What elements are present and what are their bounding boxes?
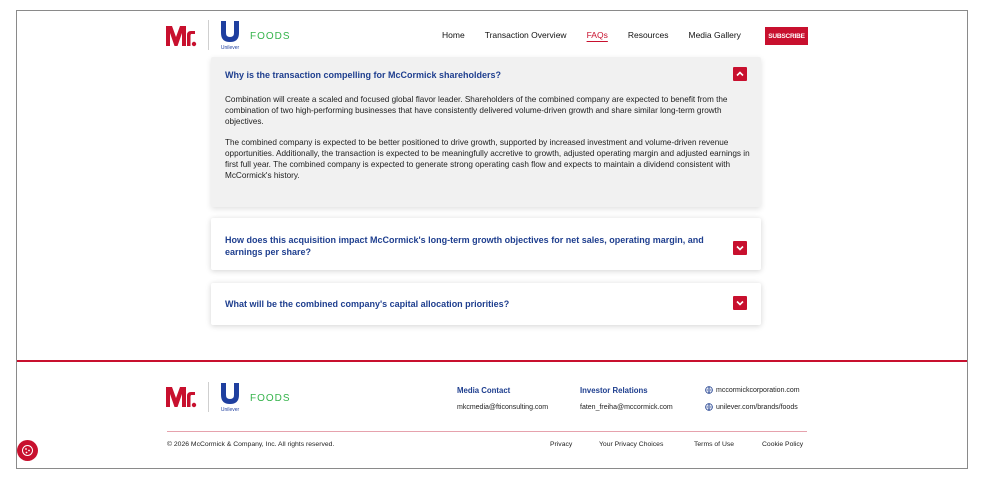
nav-faqs[interactable]: FAQs [586,30,608,40]
globe-icon [705,403,713,411]
foods-logo [250,26,306,44]
site-header [17,11,967,63]
terms-of-use-link[interactable]: Terms of Use [694,441,735,448]
chevron-down-icon[interactable] [733,296,747,310]
cookie-policy-link[interactable]: Cookie Policy [762,441,804,448]
logo-divider [208,20,209,50]
chevron-down-icon[interactable] [733,241,747,255]
faq-question[interactable]: What will be the combined company's capital allocation priorities? [225,299,510,309]
footer-foods-logo [250,388,306,406]
subscribe-button[interactable]: SUBSCRIBE [765,27,808,45]
footer-divider [17,360,967,362]
nav-media-gallery[interactable]: Media Gallery [688,30,741,40]
nav-transaction-overview[interactable]: Transaction Overview [484,30,567,40]
page-frame [16,10,968,469]
svg-text:FOODS: FOODS [250,393,291,404]
chevron-up-icon[interactable] [733,67,747,81]
faq-item[interactable] [211,218,761,270]
footer-link-label[interactable]: unilever.com/brands/foods [716,403,798,411]
main-nav [442,30,761,40]
unilever-logo [217,19,243,51]
media-contact-email[interactable]: mkcmedia@fticonsulting.com [457,404,549,411]
copyright-text: © 2026 McCormick & Company, Inc. All rights reserved. [167,441,335,448]
investor-relations-email[interactable]: faten_freiha@mccormick.com [580,404,673,411]
faq-item[interactable] [211,283,761,325]
faq-answer-paragraph: The combined company is expected to be better positioned to drive growth, supported by increased investment and volume-driven revenue opportunities. Additionally, the transaction is expected to be meaningfully accretive to growth, adjusted operating margin and adjusted earnings in first full year. The combined company is expected to generate strong operating cash flow and expects to maintain a dividend consistent with McCormick's history. [225,138,750,180]
footer-link-mccormick[interactable] [705,386,800,394]
faq-question[interactable]: Why is the transaction compelling for McCormick shareholders? [225,70,502,80]
faq-item-expanded [211,57,761,207]
faq-answer-paragraph: Combination will create a scaled and focused global flavor leader. Shareholders of the combined company are expected to benefit from the combination of two high-performing businesses that have consistently delivered volume-driven growth and share similar long-term growth objectives. [225,95,728,126]
privacy-link[interactable]: Privacy [550,441,573,448]
svg-text:FOODS: FOODS [250,31,291,42]
privacy-choices-link[interactable]: Your Privacy Choices [599,441,664,448]
cookie-icon [21,444,34,457]
faq-question[interactable]: How does this acquisition impact McCormick's long-term growth objectives for net sales, operating margin, and earnings per share? [225,235,704,257]
footer-mccormick-logo[interactable] [165,384,197,410]
globe-icon [705,386,713,394]
footer-link-label[interactable]: mccormickcorporation.com [716,386,800,394]
cookie-settings-button[interactable] [17,440,38,461]
footer-bottom-divider [167,431,807,432]
investor-relations-heading: Investor Relations [580,386,648,395]
media-contact-heading: Media Contact [457,386,511,395]
footer-logo-divider [208,382,209,412]
svg-text:Unilever: Unilever [220,407,240,413]
nav-home[interactable]: Home [442,30,465,40]
footer-unilever-logo [217,381,243,413]
svg-text:Unilever: Unilever [220,45,240,51]
mccormick-logo[interactable] [165,23,197,49]
footer-link-unilever[interactable] [705,403,798,411]
nav-resources[interactable]: Resources [627,30,669,40]
